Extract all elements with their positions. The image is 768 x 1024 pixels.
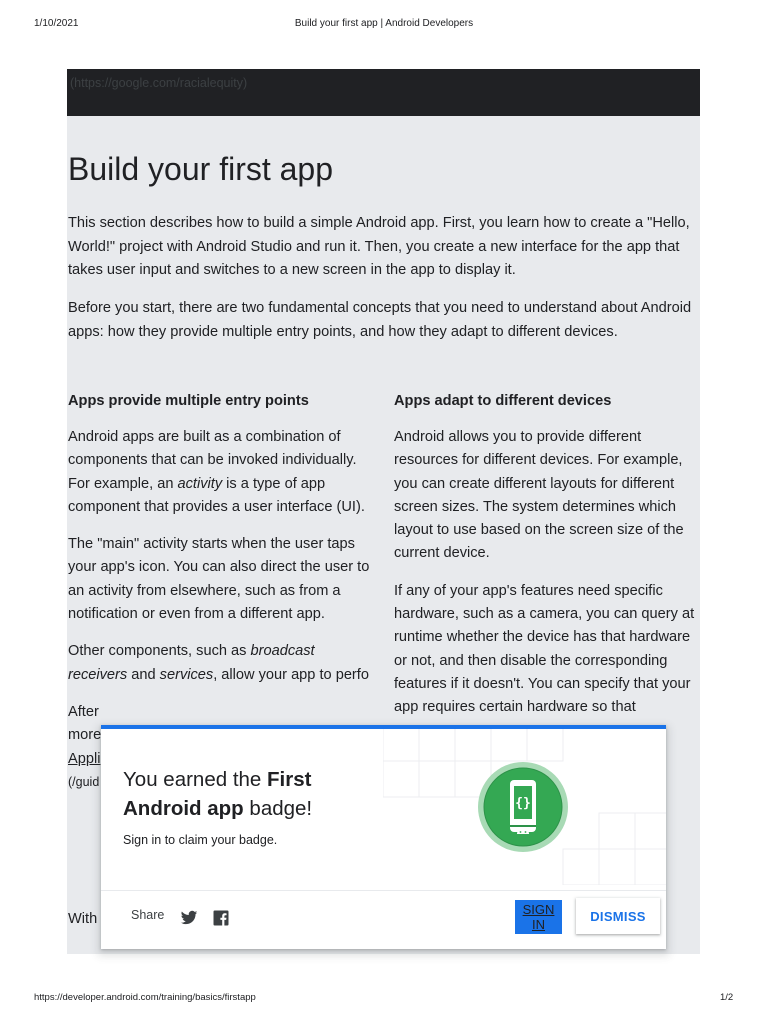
- android-badge-icon: [477, 761, 569, 853]
- text-fragment: and: [127, 666, 160, 683]
- text-fragment: , allow your app to perfo: [213, 666, 369, 683]
- text-fragment: Other components, such as: [68, 643, 251, 660]
- text-fragment: badge!: [243, 797, 313, 820]
- hardware-paragraph: If any of your app's features need specific hardware, such as a camera, you can query at runtime whether the device has that hardware or not, and then disable the corresponding features if it doesn't. You can specify that your app requires certain hardware so that: [394, 582, 695, 716]
- badge-dialog: [101, 725, 666, 949]
- share-label: Share: [131, 908, 165, 922]
- twitter-icon[interactable]: [180, 909, 198, 927]
- badge-name-part: First: [267, 768, 312, 791]
- page-number: 1/2: [720, 992, 734, 1003]
- page-title: Build your first app: [68, 151, 334, 187]
- activity-term: activity: [177, 475, 223, 492]
- dialog-footer: [101, 890, 666, 949]
- facebook-icon[interactable]: [212, 909, 230, 927]
- badge-title: [123, 765, 373, 823]
- print-date: 1/10/2021: [34, 18, 79, 29]
- text-fragment: You earned the: [123, 768, 268, 791]
- badge-name-part: Android app: [123, 797, 244, 820]
- text-fragment: more: [68, 727, 102, 744]
- truncated-paragraph: With: [68, 911, 98, 927]
- top-banner: [67, 69, 700, 116]
- different-devices-column: [394, 391, 700, 734]
- racial-equity-link[interactable]: (https://google.com/racialequity): [70, 76, 248, 90]
- different-devices-heading: Apps adapt to different devices: [394, 393, 612, 409]
- text-fragment: After: [68, 703, 99, 720]
- sign-in-button[interactable]: SIGN IN: [515, 900, 562, 934]
- broadcast-receivers-term: broadcast receivers: [68, 643, 315, 683]
- guide-path-fragment: (/guid: [68, 774, 100, 789]
- main-activity-paragraph: The "main" activity starts when the user taps your app's icon. You can also direct the user to an activity from elsewhere, such as from a notification or even from a different app.: [68, 536, 370, 623]
- dismiss-button[interactable]: DISMISS: [576, 898, 660, 934]
- entry-points-heading: Apps provide multiple entry points: [68, 393, 309, 409]
- svg-text:{}: {}: [515, 796, 531, 811]
- print-page-title: Build your first app | Android Developers: [294, 18, 474, 29]
- text-fragment: Android apps are built as a combination of components that can be invoked individually. For example, an: [68, 429, 357, 492]
- components-paragraph: [68, 426, 373, 519]
- text-fragment: is a type of app component that provides a user interface (UI).: [68, 475, 365, 515]
- services-term: services: [159, 666, 214, 683]
- concepts-paragraph: Before you start, there are two fundamental concepts that you need to understand about Android apps: how they provide multiple entry points, and how they adapt to different devices.: [68, 300, 692, 340]
- other-components-paragraph: [68, 640, 373, 687]
- intro-paragraph: This section describes how to build a simple Android app. First, you learn how to create a "Hello, World!" project with Android Studio and run it. Then, you create a new interface for the app that takes user input and switches to a new screen in the app to display it.: [68, 215, 690, 278]
- print-footer: [0, 992, 768, 1006]
- badge-subtitle: Sign in to claim your badge.: [123, 833, 278, 847]
- application-guide-link[interactable]: Appli: [68, 750, 101, 767]
- resources-paragraph: Android allows you to provide different resources for different devices. For example, you can create different layouts for different screen sizes. The system determines which layout to use based on the screen size of the current device.: [394, 429, 684, 562]
- print-url: https://developer.android.com/training/basics/firstapp: [34, 992, 256, 1003]
- print-header: [0, 18, 768, 32]
